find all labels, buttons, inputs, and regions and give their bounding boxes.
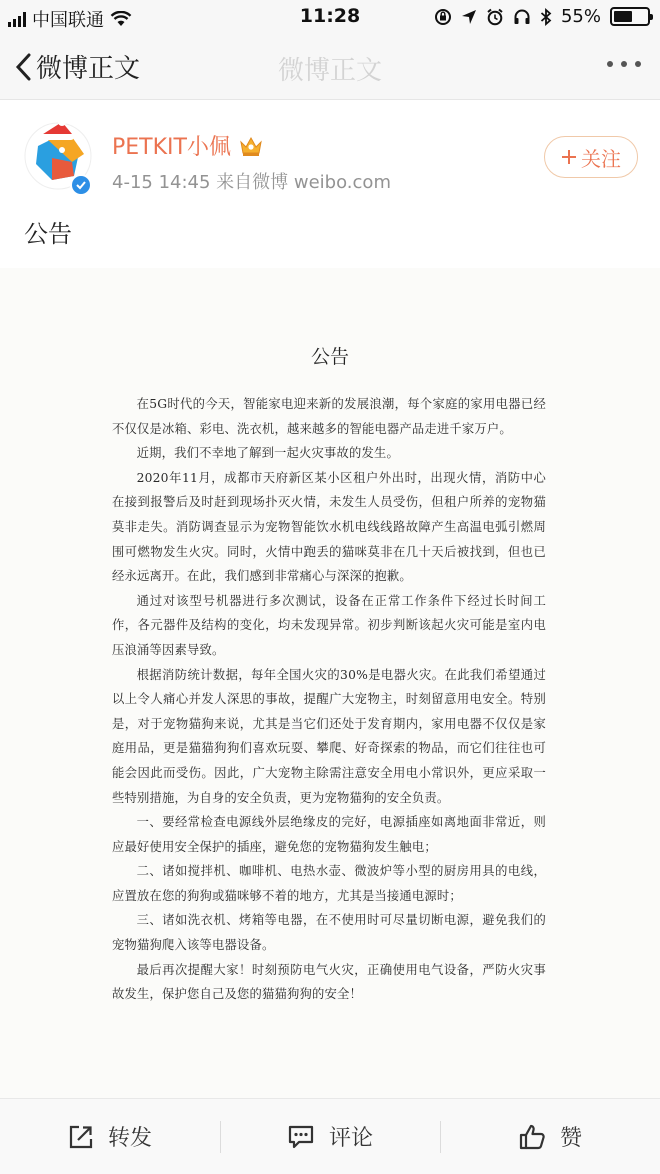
bottom-toolbar	[0, 1098, 660, 1174]
username-label: PETKIT小佩	[112, 135, 231, 160]
battery-icon	[610, 7, 650, 26]
clock: 11:28	[299, 5, 361, 27]
announcement-paragraph: 一、要经常检查电源线外层绝缘皮的完好，电源插座如离地面非常近，则应最好使用安全保护的插座，避免您的宠物猫狗发生触电；	[112, 815, 546, 854]
nav-bar	[0, 34, 660, 100]
announcement-paragraph: 2020年11月，成都市天府新区某小区租户外出时，出现火情，消防中心在接到报警后及时赶到现场扑灭火情，未发生人员受伤，但租户所养的宠物猫莫非走失。消防调查显示为宠物智能饮水机电线线路故障产生高温电弧引燃周围可燃物发生火灾。同时，火情中跑丢的猫咪莫非在几十天后被找到，但也已经永远离开。在此，我们感到非常痛心与深深的抱歉。	[112, 470, 546, 584]
comment-icon	[287, 1124, 315, 1150]
orientation-lock-icon	[434, 8, 452, 26]
location-icon	[461, 9, 477, 25]
repost-icon	[68, 1124, 94, 1150]
back-label: 微博正文	[36, 54, 141, 84]
verified-badge-icon	[70, 174, 92, 196]
plus-icon	[561, 149, 577, 165]
page-title: 微博正文	[277, 56, 382, 86]
headphones-icon	[513, 8, 531, 26]
more-button[interactable]	[606, 54, 642, 73]
repost-button[interactable]	[0, 1099, 220, 1174]
post-header	[0, 100, 660, 210]
follow-button[interactable]	[544, 136, 638, 178]
status-right	[434, 6, 650, 27]
announcement-paragraph: 二、诸如搅拌机、咖啡机、电热水壶、微波炉等小型的厨房用具的电线，应置放在您的狗狗或猫咪够不着的地方，尤其是当接通电源时；	[112, 864, 546, 903]
announcement-title: 公告	[310, 346, 349, 368]
post-text: 公告	[24, 220, 72, 248]
post-meta: 4-15 14:45 来自微博 weibo.com	[112, 172, 391, 193]
announcement-paragraph: 最后再次提醒大家！时刻预防电气火灾，正确使用电气设备，严防火灾事故发生，保护您自己及您的猫猫狗狗的安全！	[112, 962, 546, 1002]
status-bar	[0, 0, 660, 34]
announcement-paragraph: 通过对该型号机器进行多次测试，设备在正常工作条件下经过长时间工作，各元器件及结构的变化，均未发现异常。初步判断该起火灾可能是室内电压浪涌等因素导致。	[112, 593, 546, 657]
announcement-image[interactable]	[0, 268, 660, 1098]
like-button[interactable]	[440, 1099, 660, 1174]
announcement-body	[112, 392, 546, 1007]
username[interactable]	[112, 130, 263, 161]
announcement-paragraph: 三、诸如洗衣机、烤箱等电器，在不使用时可尽量切断电源，避免我们的宠物猫狗爬入该等电器设备。	[112, 913, 546, 953]
announcement-paragraph: 在5G时代的今天，智能家电迎来新的发展浪潮，每个家庭的家用电器已经不仅仅是冰箱、彩电、洗衣机，越来越多的智能电器产品走进千家万户。	[112, 397, 546, 436]
announcement-paragraph: 根据消防统计数据，每年全国火灾的30%是电器火灾。在此我们希望通过以上令人痛心并发人深思的事故，提醒广大宠物主，时刻留意用电安全。特别是，对于宠物猫狗来说，尤其是当它们还处于发育期内，家用电器不仅仅是家庭用品，更是猫猫狗狗们喜欢玩耍、攀爬、好奇探索的物品，而它们往往也可能会因此而受伤。因此，广大宠物主除需注意安全用电小常识外，更应采取一些特别措施，为自身的安全负责，更为宠物猫狗的安全负责。	[112, 667, 546, 805]
comment-button[interactable]	[220, 1099, 440, 1174]
battery-level	[614, 11, 632, 22]
more-icon	[606, 59, 642, 69]
announcement-paragraph: 近期，我们不幸地了解到一起火灾事故的发生。	[136, 446, 400, 461]
bluetooth-icon	[540, 8, 552, 26]
carrier-label: 中国联通	[32, 10, 104, 31]
crown-icon	[239, 135, 263, 157]
alarm-icon	[486, 8, 504, 26]
like-label: 赞	[559, 1126, 582, 1151]
comment-label: 评论	[328, 1126, 373, 1151]
battery-percent: 55%	[560, 6, 601, 27]
repost-label: 转发	[107, 1126, 152, 1151]
follow-label: 关注	[581, 146, 621, 171]
thumbs-up-icon	[518, 1123, 546, 1151]
